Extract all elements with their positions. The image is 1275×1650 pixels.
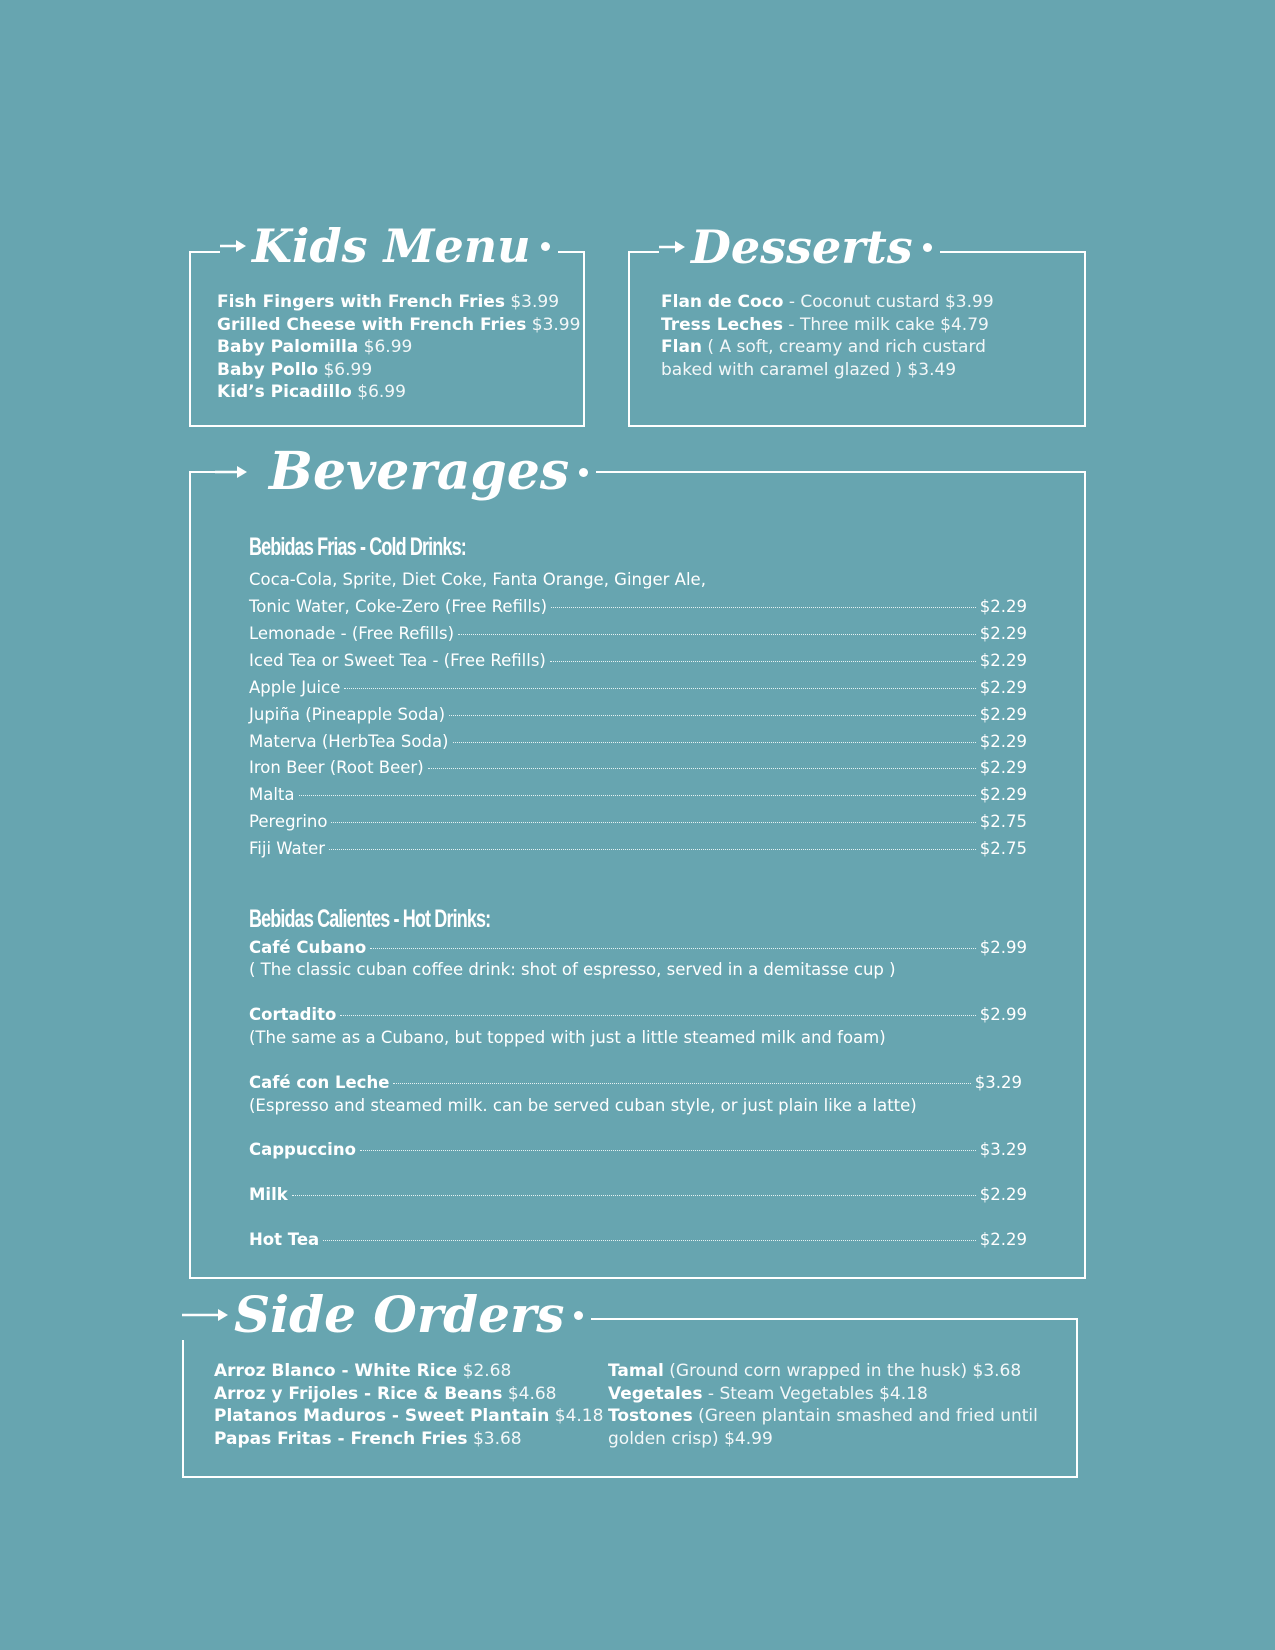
list-item: Grilled Cheese with French Fries $3.99 xyxy=(217,314,581,335)
arrow-right-icon xyxy=(220,239,246,253)
hot-drink-row: Hot Tea $2.29 xyxy=(249,1230,1027,1249)
cold-drinks-intro: Coca-Cola, Sprite, Diet Coke, Fanta Orange, Ginger Ale, xyxy=(249,570,706,589)
cold-drink-row: Peregrino $2.75 xyxy=(249,812,1027,831)
hot-drink-row: Café Cubano $2.99 xyxy=(249,938,1027,957)
cold-drink-row: Iced Tea or Sweet Tea - (Free Refills) $2.29 xyxy=(249,651,1027,670)
arrow-right-icon xyxy=(182,1308,228,1322)
cold-drink-row: Tonic Water, Coke-Zero (Free Refills) $2.29 xyxy=(249,597,1027,616)
arrow-right-icon xyxy=(215,465,247,479)
bullet-dot-icon xyxy=(541,242,550,251)
hot-drink-description: (The same as a Cubano, but topped with just a little steamed milk and foam) xyxy=(249,1028,886,1047)
list-item: Tostones (Green plantain smashed and fried until xyxy=(608,1406,1038,1426)
side-orders-right-list xyxy=(608,1360,1038,1450)
list-item: Baby Pollo $6.99 xyxy=(217,359,373,380)
cold-drink-row: Fiji Water $2.75 xyxy=(249,839,1027,858)
hot-drink-row: Cortadito $2.99 xyxy=(249,1005,1027,1024)
kids-menu-list xyxy=(217,291,580,404)
desserts-list xyxy=(661,291,994,381)
hot-drink-row: Café con Leche $3.29 xyxy=(249,1073,1022,1092)
cold-drink-row: Jupiña (Pineapple Soda) $2.29 xyxy=(249,705,1027,724)
list-item: Baby Palomilla $6.99 xyxy=(217,337,413,357)
list-item: Tamal (Ground corn wrapped in the husk) $3.68 xyxy=(608,1361,1022,1381)
hot-drinks-title: Bebidas Calientes - Hot Drinks: xyxy=(249,905,491,933)
bullet-dot-icon xyxy=(579,468,588,477)
list-item: Platanos Maduros - Sweet Plantain $4.18 xyxy=(214,1406,604,1426)
list-item: Vegetales - Steam Vegetables $4.18 xyxy=(608,1383,928,1404)
list-item: Arroz Blanco - White Rice $2.68 xyxy=(214,1361,512,1381)
cold-drink-row: Materva (HerbTea Soda) $2.29 xyxy=(249,732,1027,751)
desserts-title: Desserts xyxy=(691,220,913,274)
list-item-continuation: baked with caramel glazed ) $3.49 xyxy=(661,359,957,380)
hot-drink-row: Milk $2.29 xyxy=(249,1185,1027,1204)
cold-drink-row: Malta $2.29 xyxy=(249,785,1027,804)
list-item: Fish Fingers with French Fries $3.99 xyxy=(217,292,560,312)
list-item: Tress Leches - Three milk cake $4.79 xyxy=(661,314,989,335)
hot-drink-row: Cappuccino $3.29 xyxy=(249,1140,1027,1159)
desserts-heading xyxy=(659,220,940,274)
cold-drink-row: Lemonade - (Free Refills) $2.29 xyxy=(249,624,1027,643)
hot-drink-description: (Espresso and steamed milk. can be served cuban style, or just plain like a latte) xyxy=(249,1096,917,1115)
beverages-heading xyxy=(215,441,596,502)
side-orders-title: Side Orders xyxy=(234,1285,565,1344)
side-orders-left-list xyxy=(214,1360,603,1450)
cold-drinks-title: Bebidas Frias - Cold Drinks: xyxy=(249,533,466,561)
hot-drink-description: ( The classic cuban coffee drink: shot of espresso, served in a demitasse cup ) xyxy=(249,960,896,979)
kids-menu-title: Kids Menu xyxy=(252,219,531,273)
list-item: Flan de Coco - Coconut custard $3.99 xyxy=(661,292,994,312)
list-item: Papas Fritas - French Fries $3.68 xyxy=(214,1428,522,1449)
list-item: Arroz y Frijoles - Rice & Beans $4.68 xyxy=(214,1383,557,1404)
bullet-dot-icon xyxy=(574,1311,583,1320)
list-item: Kid’s Picadillo $6.99 xyxy=(217,382,406,402)
side-orders-heading xyxy=(182,1285,591,1344)
beverages-title: Beverages xyxy=(269,441,570,502)
kids-menu-heading xyxy=(220,219,558,273)
cold-drink-row: Apple Juice $2.29 xyxy=(249,678,1027,697)
list-item: Flan ( A soft, creamy and rich custard xyxy=(661,337,986,357)
list-item-continuation: golden crisp) $4.99 xyxy=(608,1428,773,1449)
bullet-dot-icon xyxy=(923,243,932,252)
arrow-right-icon xyxy=(659,240,685,254)
cold-drink-row: Iron Beer (Root Beer) $2.29 xyxy=(249,758,1027,777)
